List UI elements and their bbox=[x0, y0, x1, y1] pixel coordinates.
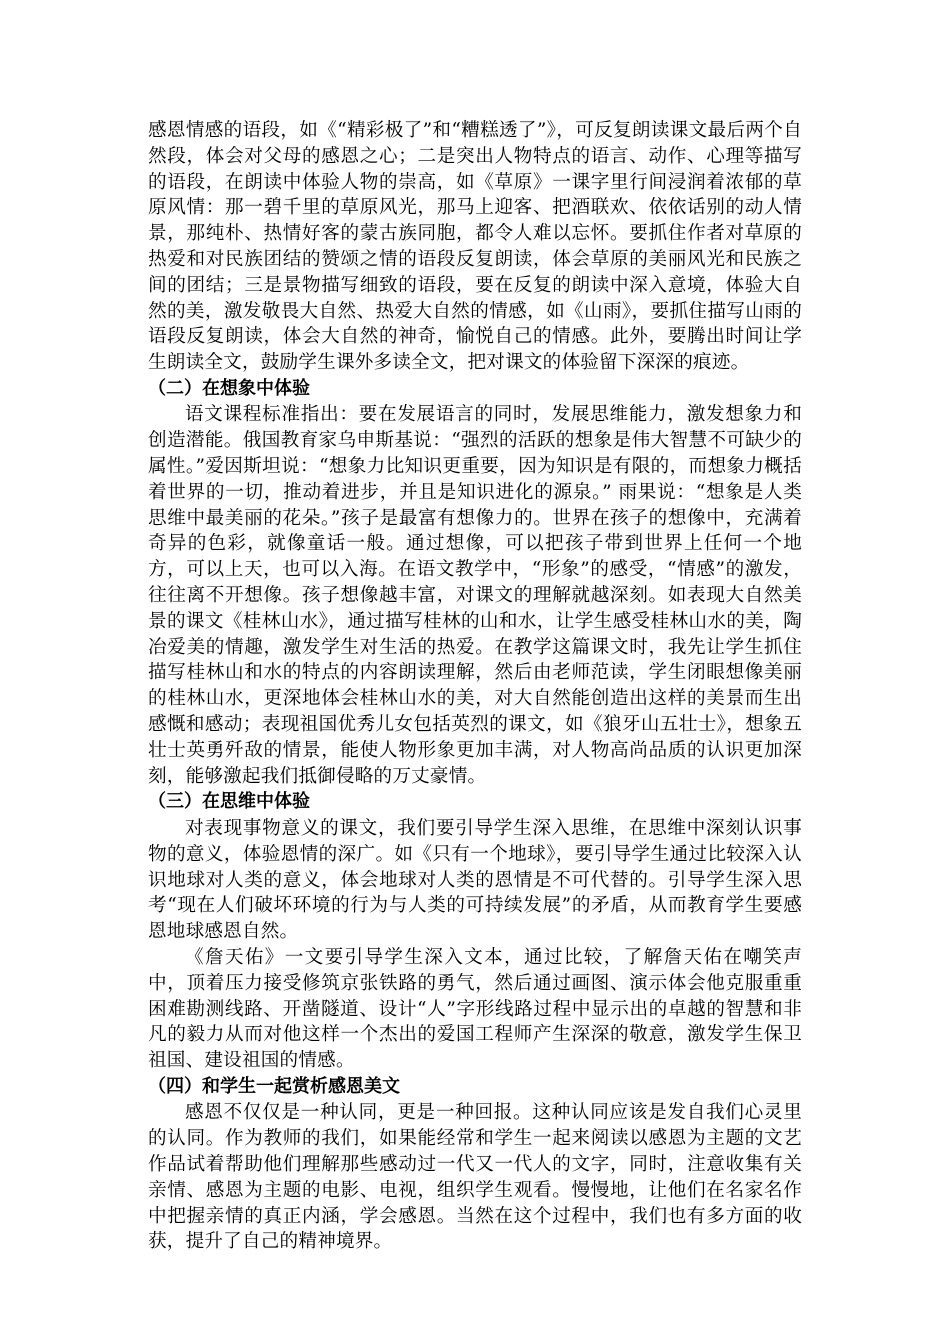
paragraph-imagination: 语文课程标准指出：要在发展语言的同时，发展思维能力，激发想象力和创造潜能。俄国教育家乌申斯基说：“强烈的活跃的想象是伟大智慧不可缺少的属性。”爱因斯坦说：“想象力比知识更重要，因为知识是有限的，而想象力概括着世界的一切，推动着进步，并且是知识进化的源泉。” 雨果说：“想象是人类思维中最美丽的花朵。”孩子是最富有想像力的。世界在孩子的想像中，充满着奇异的色彩，就像童话一般。通过想像，可以把孩子带到世界上任何一个地方，可以上天，也可以入海。在语文教学中，“形象”的感受，“情感”的激发，往往离不开想像。孩子想像越丰富，对课文的理解就越深刻。如表现大自然美景的课文《桂林山水》，通过描写桂林的山和水，让学生感受桂林山水的美，陶冶爱美的情趣，激发学生对生活的热爱。在教学这篇课文时，我先让学生抓住描写桂林山和水的特点的内容朗读理解，然后由老师范读，学生闭眼想像美丽的桂林山水，更深地体会桂林山水的美，对大自然能创造出这样的美景而生出感慨和感动；表现祖国优秀儿女包括英烈的课文，如《狼牙山五壮士》，想象五壮士英勇歼敌的情景，能使人物形象更加丰满，对人物高尚品质的认识更加深刻，能够激起我们抵御侵略的万丈豪情。 bbox=[148, 404, 802, 787]
paragraph-zhan-tianyou: 《詹天佑》一文要引导学生深入文本，通过比较，了解詹天佑在嘲笑声中，顶着压力接受修筑京张铁路的勇气，然后通过画图、演示体会他克服重重困难勘测线路、开凿隧道、设计“人”字形线路过程中显示出的卓越的智慧和非凡的毅力从而对他这样一个杰出的爱国工程师产生深深的敬意，激发学生保卫祖国、建设祖国的情感。 bbox=[148, 946, 802, 1072]
section-heading-appreciation: （四）和学生一起赏析感恩美文 bbox=[148, 1075, 400, 1097]
paragraph-gratitude: 感恩不仅仅是一种认同，更是一种回报。这种认同应该是发自我们心灵里的认同。作为教师的我们，如果能经常和学生一起来阅读以感恩为主题的文艺作品试着帮助他们理解那些感动过一代又一代人的文字，同时，注意收集有关亲情、感恩为主题的电影、电视，组织学生观看。慢慢地，让他们在名家名作中把握亲情的真正内涵，学会感恩。当然在这个过程中，我们也有多方面的收获，提升了自己的精神境界。 bbox=[148, 1102, 802, 1253]
section-heading-thinking: （三）在思维中体验 bbox=[148, 791, 310, 813]
paragraph-earth: 对表现事物意义的课文，我们要引导学生深入思维，在思维中深刻认识事物的意义，体验恩情的深广。如《只有一个地球》，要引导学生通过比较深入认识地球对人类的意义，体会地球对人类的恩情是不可代替的。引导学生深入思考“现在人们破坏环境的行为与人类的可持续发展”的矛盾，从而教育学生要感恩地球感恩自然。 bbox=[148, 817, 802, 943]
intro-paragraph: 感恩情感的语段，如《“精彩极了”和“糟糕透了”》，可反复朗读课文最后两个自然段，体会对父母的感恩之心；二是突出人物特点的语言、动作、心理等描写的语段，在朗读中体验人物的崇高，如《草原》一课字里行间浸润着浓郁的草原风情：那一碧千里的草原风光，那马上迎客、把酒联欢、依依话别的动人情景，那纯朴、热情好客的蒙古族同胞，都令人难以忘怀。要抓住作者对草原的热爱和对民族团结的赞颂之情的语段反复朗读，体会草原的美丽风光和民族之间的团结；三是景物描写细致的语段，要在反复的朗读中深入意境，体验大自然的美，激发敬畏大自然、热爱大自然的情感，如《山雨》，要抓住描写山雨的语段反复朗读，体会大自然的神奇，愉悦自己的情感。此外，要腾出时间让学生朗读全文，鼓励学生课外多读全文，把对课文的体验留下深深的痕迹。 bbox=[148, 120, 802, 374]
section-heading-imagination: （二）在想象中体验 bbox=[148, 377, 310, 399]
